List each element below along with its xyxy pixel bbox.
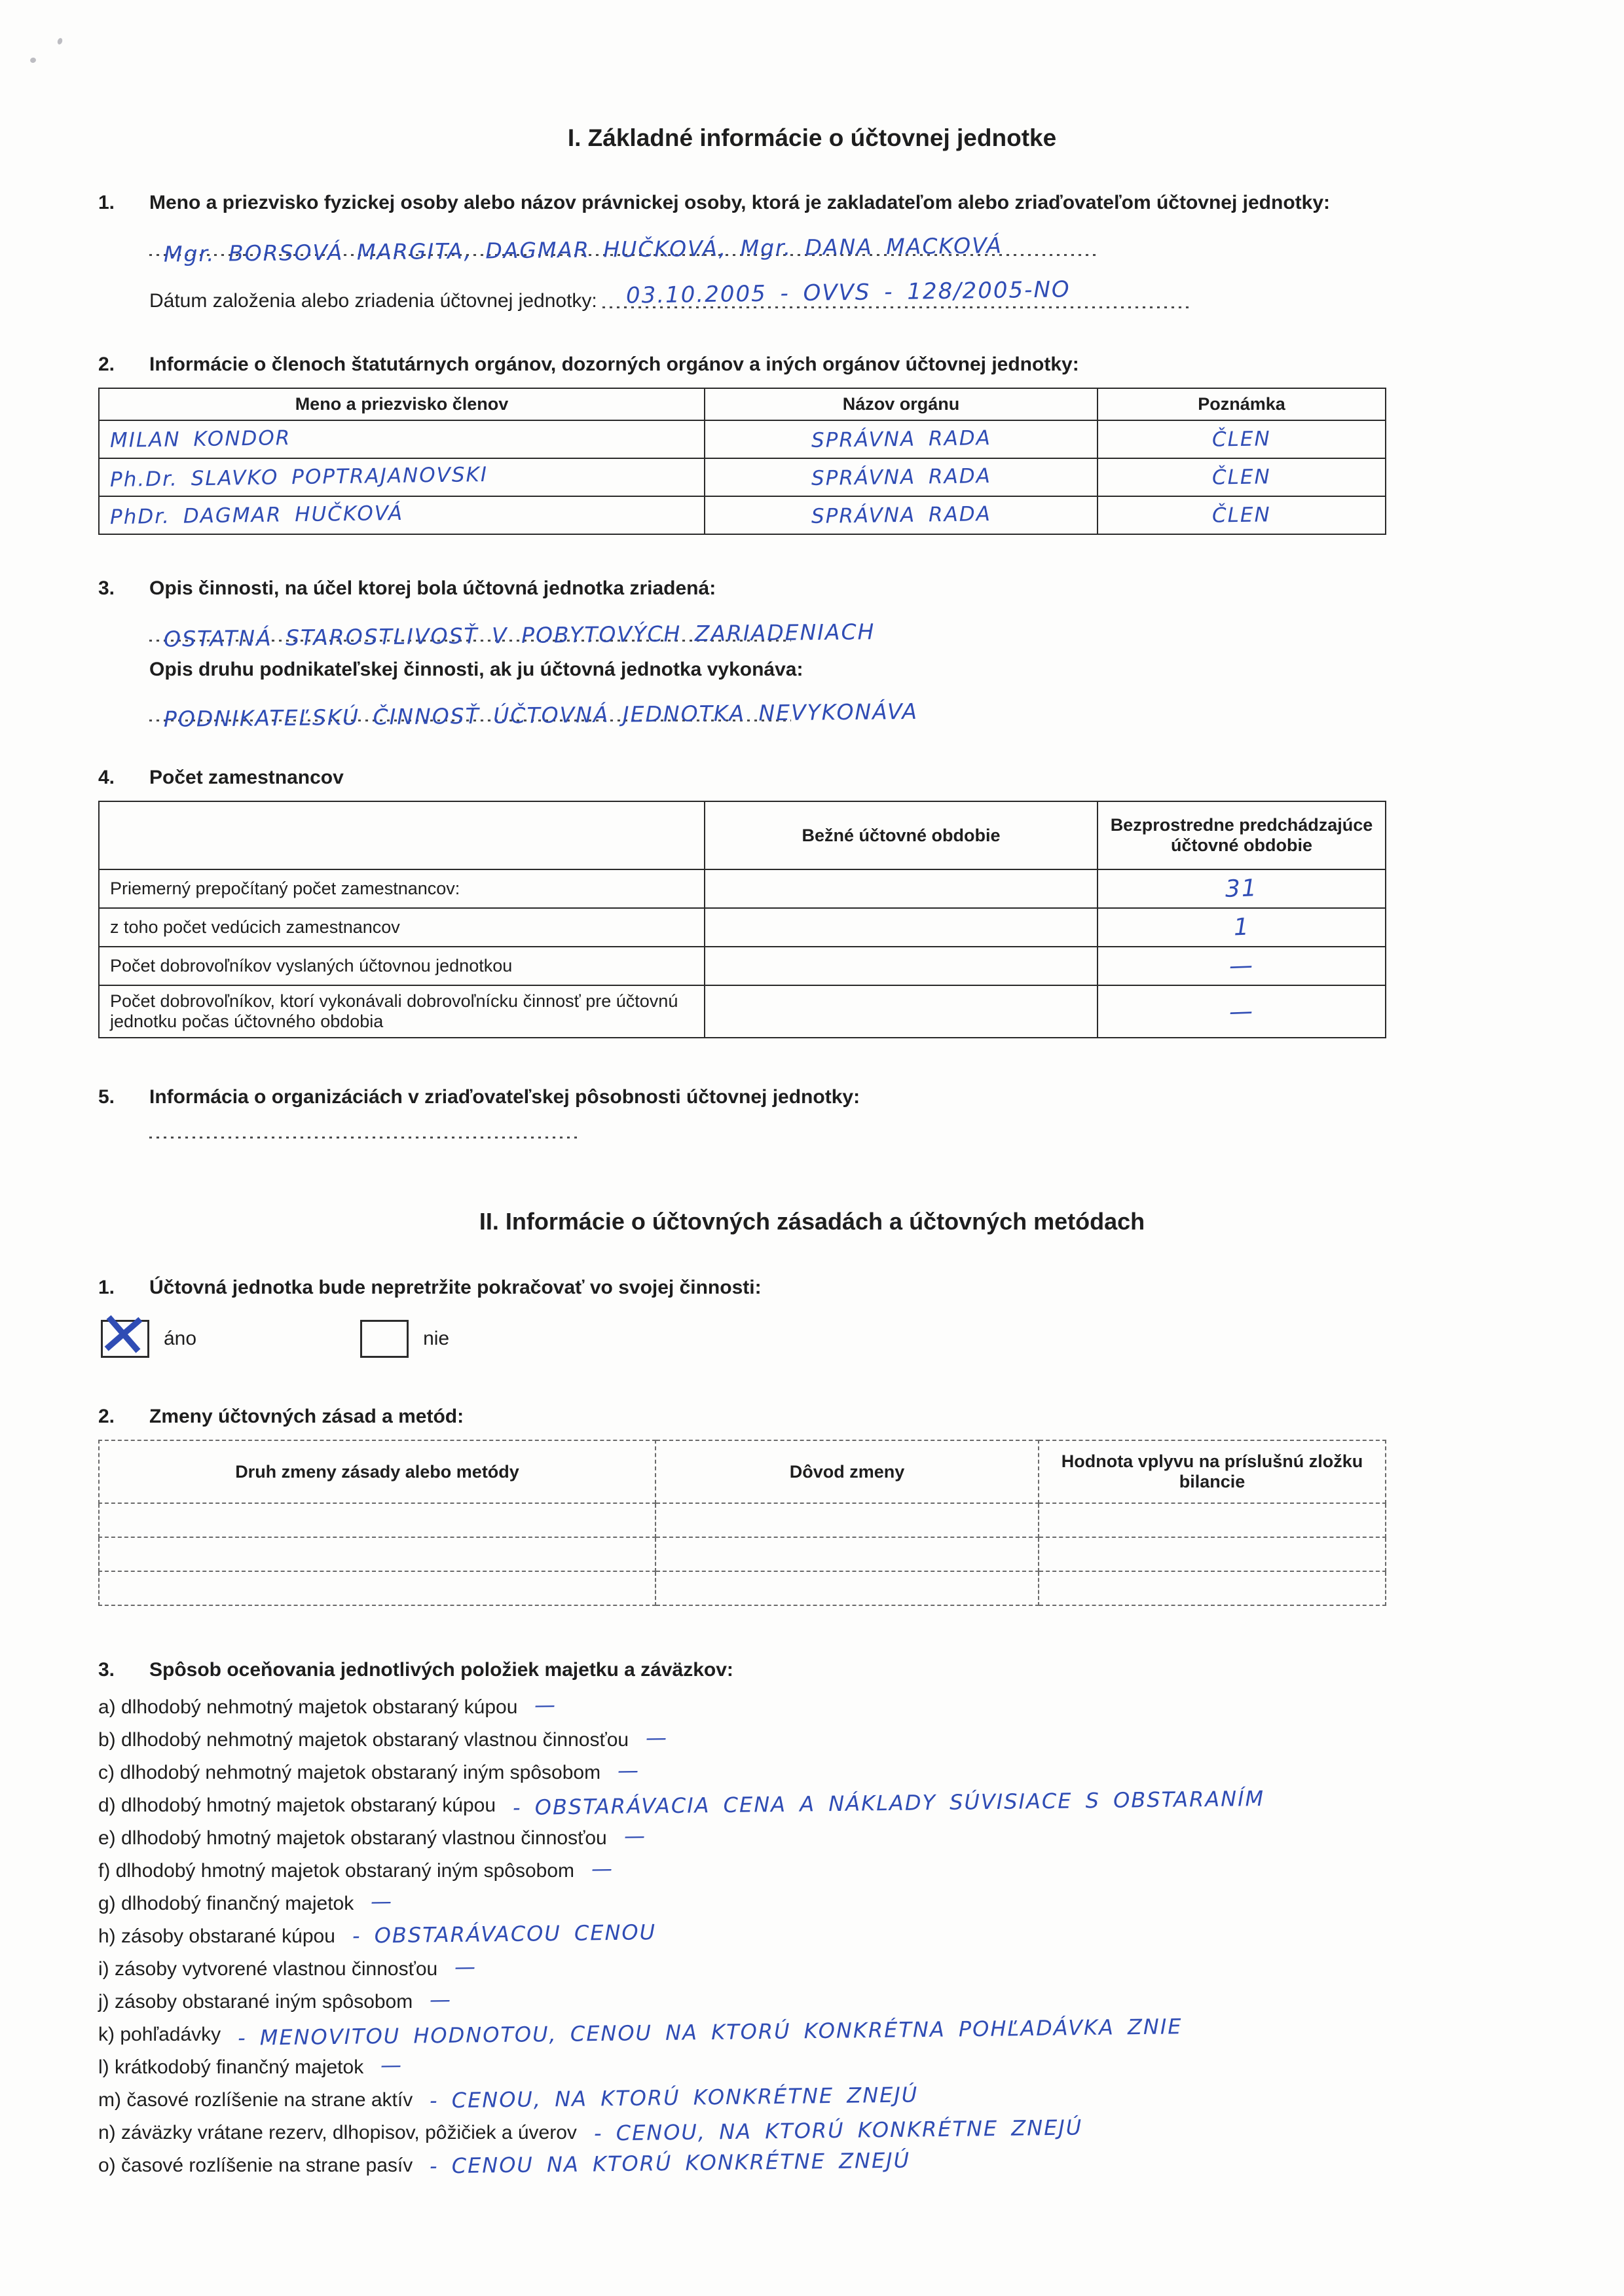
scan-noise-mark xyxy=(29,57,37,64)
valuation-text: c) dlhodobý nehmotný majetok obstaraný iným spôsobom xyxy=(98,1762,601,1783)
question-founder xyxy=(98,190,1526,312)
handwritten-answer: - OBSTARÁVACIA CENA A NÁKLADY SÚVISIACE S OBSTARANÍM xyxy=(512,1785,1265,1821)
section2-title: II. Informácie o účtovných zásadách a účtovných metódach xyxy=(479,1208,1145,1235)
handwritten-answer: - MENOVITOU HODNOTOU, CENOU NA KTORÚ KONKRÉTNA POHĽADÁVKA ZNIE xyxy=(238,2014,1183,2050)
section1-title: I. Základné informácie o účtovnej jednotke xyxy=(567,124,1057,151)
table-row xyxy=(99,869,1386,908)
handwritten-answer: - CENOU, NA KTORÚ KONKRÉTNE ZNEJÚ xyxy=(593,2115,1083,2146)
valuation-item xyxy=(98,1821,1526,1854)
table-row xyxy=(99,1537,1386,1571)
column-header-change-type: Druh zmeny zásady alebo metódy xyxy=(99,1440,655,1503)
valuation-text: a) dlhodobý nehmotný majetok obstaraný kúpou xyxy=(98,1696,518,1718)
member-name-cell xyxy=(99,458,705,496)
table-row xyxy=(99,1571,1386,1605)
table-header-row xyxy=(99,801,1386,869)
column-header-organ: Názov orgánu xyxy=(705,388,1098,420)
handwritten-business-activity: PODNIKATEĽSKÚ ČINNOSŤ ÚČTOVNÁ JEDNOTKA NEVYKONÁVA xyxy=(163,698,919,732)
valuation-text: b) dlhodobý nehmotný majetok obstaraný vlastnou činnosťou xyxy=(98,1729,629,1751)
handwritten-founders: Mgr. BORSOVÁ MARGITA, DAGMAR HUČKOVÁ, Mgr. DANA MACKOVÁ xyxy=(163,232,1003,267)
handwritten-note: ČLEN xyxy=(1211,427,1272,452)
question-label: Informácia o organizáciách v zriaďovateľskej pôsobnosti účtovnej jednotky: xyxy=(149,1086,860,1108)
handwritten-organ: SPRÁVNA RADA xyxy=(811,464,991,490)
valuation-text: j) zásoby obstarané iným spôsobom xyxy=(98,1991,413,2013)
question-label: Zmeny účtovných zásad a metód: xyxy=(149,1406,464,1427)
table-row xyxy=(99,496,1386,534)
table-header-row xyxy=(99,1440,1386,1503)
handwritten-answer: — xyxy=(623,1823,646,1849)
question-policy-changes xyxy=(98,1404,1526,1606)
member-name-cell xyxy=(99,420,705,458)
member-note-cell xyxy=(1098,496,1386,534)
organizations-fill-line xyxy=(149,1123,581,1142)
handwritten-answer: — xyxy=(430,1986,452,2013)
previous-period-cell xyxy=(1098,985,1386,1038)
valuation-item xyxy=(98,1854,1526,1887)
question-number: 3. xyxy=(98,577,115,599)
valuation-text: m) časové rozlíšenie na strane aktív xyxy=(98,2089,413,2111)
founding-date-fill-line xyxy=(602,276,1192,312)
business-activity-label: Opis druhu podnikateľskej činnosti, ak ju účtovná jednotka vykonáva: xyxy=(149,659,803,680)
handwritten-answer: — xyxy=(645,1724,669,1751)
question-label: Opis činnosti, na účel ktorej bola účtovná jednotka zriadená: xyxy=(149,577,716,599)
member-note-cell xyxy=(1098,458,1386,496)
table-row xyxy=(99,947,1386,985)
question-number: 4. xyxy=(98,767,115,788)
valuation-list xyxy=(98,1690,1526,2181)
valuation-item xyxy=(98,1785,1526,1821)
founding-date-label: Dátum založenia alebo zriadenia účtovnej jednotky: xyxy=(149,290,597,312)
empty-cell xyxy=(655,1571,1039,1605)
handwritten-note: ČLEN xyxy=(1211,465,1272,490)
handwritten-founding-date: 03.10.2005 - OVVS - 128/2005-NO xyxy=(625,276,1071,309)
question-number: 2. xyxy=(98,354,115,375)
column-header-member-name: Meno a priezvisko členov xyxy=(99,388,705,420)
column-header-note: Poznámka xyxy=(1098,388,1386,420)
handwritten-answer: - CENOU, NA KTORÚ KONKRÉTNE ZNEJÚ xyxy=(430,2082,919,2113)
employee-metric-label-cell: z toho počet vedúcich zamestnancov xyxy=(99,908,705,947)
handwritten-organ: SPRÁVNA RADA xyxy=(811,426,991,452)
valuation-item xyxy=(98,1985,1526,2018)
handwritten-answer: — xyxy=(454,1954,477,1980)
previous-period-cell xyxy=(1098,908,1386,947)
valuation-text: g) dlhodobý finančný majetok xyxy=(98,1893,354,1914)
valuation-text: h) zásoby obstarané kúpou xyxy=(98,1925,335,1947)
valuation-item xyxy=(98,1952,1526,1985)
valuation-item xyxy=(98,1887,1526,1920)
valuation-text: k) pohľadávky xyxy=(98,2024,221,2045)
check-mark: ✕ xyxy=(95,1299,152,1372)
valuation-text: n) záväzky vrátane rezerv, dlhopisov, pôžičiek a úverov xyxy=(98,2122,577,2143)
table-row xyxy=(99,985,1386,1038)
handwritten-note: ČLEN xyxy=(1211,503,1272,528)
empty-cell xyxy=(655,1503,1039,1537)
valuation-item xyxy=(98,1920,1526,1952)
previous-period-cell xyxy=(1098,869,1386,908)
no-label: nie xyxy=(423,1328,450,1349)
question-number: 1. xyxy=(98,1277,115,1298)
question-label: Informácie o členoch štatutárnych orgánov, dozorných orgánov a iných orgánov účtovnej jednotky: xyxy=(149,354,1079,375)
handwritten-answer: — xyxy=(617,1757,640,1783)
handwritten-value: — xyxy=(1228,997,1255,1026)
empty-cell xyxy=(99,1571,655,1605)
member-organ-cell xyxy=(705,420,1098,458)
column-header-empty xyxy=(99,801,705,869)
handwritten-value: 31 xyxy=(1225,875,1259,903)
handwritten-answer: - OBSTARÁVACOU CENOU xyxy=(352,1920,657,1948)
member-organ-cell xyxy=(705,496,1098,534)
checkbox-no xyxy=(360,1320,409,1358)
empty-cell xyxy=(1039,1537,1386,1571)
member-organ-cell xyxy=(705,458,1098,496)
policy-changes-table xyxy=(98,1440,1386,1606)
valuation-text: f) dlhodobý hmotný majetok obstaraný iným spôsobom xyxy=(98,1860,575,1882)
current-period-cell xyxy=(705,947,1098,985)
question-label: Meno a priezvisko fyzickej osoby alebo názov právnickej osoby, ktorá je zakladateľom alebo zriaďovateľom účtovnej jednotky: xyxy=(149,192,1331,213)
founding-date-row xyxy=(149,276,1526,312)
valuation-item xyxy=(98,1723,1526,1756)
column-header-current-period: Bežné účtovné obdobie xyxy=(705,801,1098,869)
handwritten-member-name: MILAN KONDOR xyxy=(109,426,291,452)
going-concern-options xyxy=(95,1299,1526,1372)
member-note-cell xyxy=(1098,420,1386,458)
question-number: 5. xyxy=(98,1086,115,1108)
column-header-previous-period: Bezprostredne predchádzajúce účtovné obdobie xyxy=(1098,801,1386,869)
employees-table xyxy=(98,801,1386,1038)
handwritten-answer: — xyxy=(591,1855,614,1882)
handwritten-value: 1 xyxy=(1232,913,1251,941)
handwritten-activity: OSTATNÁ STAROSTLIVOSŤ V POBYTOVÝCH ZARIADENIACH xyxy=(163,619,876,652)
valuation-item xyxy=(98,1756,1526,1789)
question-number: 3. xyxy=(98,1659,115,1681)
question-number: 2. xyxy=(98,1406,115,1427)
question-label: Spôsob oceňovania jednotlivých položiek majetku a záväzkov: xyxy=(149,1659,733,1681)
employee-metric-label-cell: Počet dobrovoľníkov, ktorí vykonávali dobrovoľnícku činnosť pre účtovnú jednotku počas účtovného obdobia xyxy=(99,985,705,1038)
employee-metric-label-cell: Priemerný prepočítaný počet zamestnancov: xyxy=(99,869,705,908)
question-label: Počet zamestnancov xyxy=(149,767,344,788)
valuation-item xyxy=(98,2050,1526,2083)
activity-fill-line xyxy=(149,608,876,652)
valuation-text: e) dlhodobý hmotný majetok obstaraný vlastnou činnosťou xyxy=(98,1827,607,1849)
yes-label: áno xyxy=(164,1328,197,1349)
question-label: Účtovná jednotka bude nepretržite pokračovať vo svojej činnosti: xyxy=(149,1277,762,1298)
founder-fill-line xyxy=(149,222,1099,267)
empty-cell xyxy=(99,1503,655,1537)
empty-cell xyxy=(1039,1571,1386,1605)
table-row xyxy=(99,908,1386,947)
handwritten-answer: — xyxy=(380,2052,403,2078)
handwritten-answer: — xyxy=(534,1692,557,1718)
checkbox-yes xyxy=(95,1299,152,1372)
handwritten-organ: SPRÁVNA RADA xyxy=(811,502,991,528)
valuation-text: o) časové rozlíšenie na strane pasív xyxy=(98,2155,413,2176)
valuation-text: i) zásoby vytvorené vlastnou činnosťou xyxy=(98,1958,438,1980)
empty-cell xyxy=(655,1537,1039,1571)
valuation-text: d) dlhodobý hmotný majetok obstaraný kúpou xyxy=(98,1795,496,1816)
question-board-members xyxy=(98,352,1526,535)
question-activity xyxy=(98,575,1526,732)
valuation-item xyxy=(98,2149,1526,2181)
column-header-change-reason: Dôvod zmeny xyxy=(655,1440,1039,1503)
members-table xyxy=(98,388,1386,535)
table-header-row xyxy=(99,388,1386,420)
valuation-item xyxy=(98,2116,1526,2149)
table-row xyxy=(99,420,1386,458)
business-activity-fill-line xyxy=(149,687,919,732)
previous-period-cell xyxy=(1098,947,1386,985)
member-name-cell xyxy=(99,496,705,534)
handwritten-answer: - CENOU NA KTORÚ KONKRÉTNE ZNEJÚ xyxy=(430,2147,911,2179)
question-going-concern xyxy=(95,1275,1526,1372)
employee-metric-label-cell: Počet dobrovoľníkov vyslaných účtovnou jednotkou xyxy=(99,947,705,985)
current-period-cell xyxy=(705,869,1098,908)
valuation-text: l) krátkodobý finančný majetok xyxy=(98,2056,364,2078)
valuation-item xyxy=(98,2014,1526,2050)
empty-cell xyxy=(1039,1503,1386,1537)
question-number: 1. xyxy=(98,192,115,213)
question-organizations xyxy=(98,1084,1526,1142)
table-row xyxy=(99,1503,1386,1537)
handwritten-member-name: PhDr. DAGMAR HUČKOVÁ xyxy=(109,501,404,530)
handwritten-answer: — xyxy=(371,1888,394,1914)
empty-cell xyxy=(99,1537,655,1571)
current-period-cell xyxy=(705,908,1098,947)
handwritten-member-name: Ph.Dr. SLAVKO POPTRAJANOVSKI xyxy=(109,462,489,492)
table-row xyxy=(99,458,1386,496)
valuation-item xyxy=(98,2083,1526,2116)
valuation-item xyxy=(98,1690,1526,1723)
scan-noise-mark xyxy=(57,37,64,45)
handwritten-value: — xyxy=(1228,952,1255,980)
current-period-cell xyxy=(705,985,1098,1038)
column-header-change-impact: Hodnota vplyvu na príslušnú zložku bilancie xyxy=(1039,1440,1386,1503)
question-employees xyxy=(98,765,1526,1038)
question-valuation-methods xyxy=(98,1657,1526,2181)
